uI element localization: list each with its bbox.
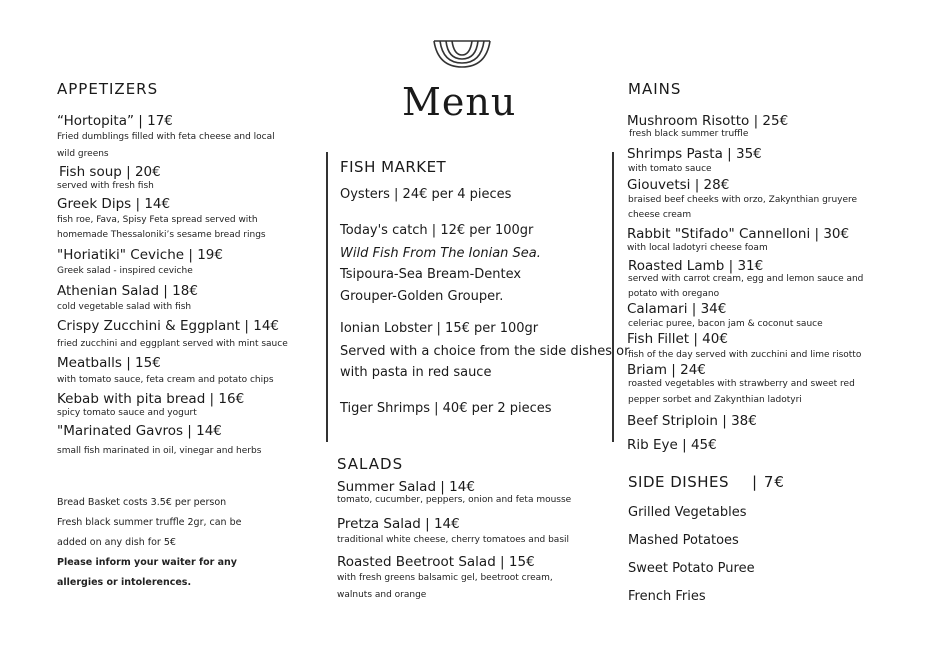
- allergy-notice: Please inform your waiter for any: [57, 557, 237, 568]
- side-dishes-heading: SIDE DISHES: [628, 473, 730, 491]
- appetizer-item-desc: Greek salad - inspired ceviche: [57, 266, 193, 276]
- appetizer-item-desc: cold vegetable salad with fish: [57, 302, 192, 312]
- note-line: Fresh black summer truffle 2gr, can be: [57, 517, 242, 528]
- fish-market-heading: FISH MARKET: [340, 158, 447, 176]
- main-item-desc: with local ladotyri cheese foam: [627, 243, 768, 253]
- salads-heading: SALADS: [337, 455, 404, 473]
- lobster-item: Ionian Lobster | 15€ per 100gr: [340, 321, 539, 336]
- appetizer-item-desc: Fried dumblings filled with feta cheese and local: [57, 132, 275, 142]
- salad-item-desc: traditional white cheese, cherry tomatoes and basil: [337, 535, 570, 545]
- appetizer-item-name: Kebab with pita bread | 16€: [57, 391, 245, 407]
- appetizer-item-name: "Horiatiki" Ceviche | 19€: [57, 247, 223, 263]
- main-item-desc: braised beef cheeks with orzo, Zakynthian gruyere: [628, 195, 858, 205]
- main-item-name: Fish Fillet | 40€: [627, 331, 728, 347]
- salad-item-name: Summer Salad | 14€: [337, 479, 475, 495]
- main-item-desc: celeriac puree, bacon jam & coconut sauce: [628, 319, 823, 329]
- main-item-name: Giouvetsi | 28€: [627, 177, 730, 193]
- appetizer-item-desc: fried zucchini and eggplant served with mint sauce: [57, 339, 288, 349]
- main-item-desc: pepper sorbet and Zakynthian ladotyri: [628, 395, 802, 405]
- main-item-desc: fresh black summer truffle: [629, 129, 749, 139]
- page-title: Menu: [402, 80, 517, 124]
- main-item-desc: roasted vegetables with strawberry and sweet red: [628, 379, 855, 389]
- oysters-item: Oysters | 24€ per 4 pieces: [340, 187, 512, 202]
- main-item-desc: fish of the day served with zucchini and lime risotto: [628, 350, 862, 360]
- lobster-line: Served with a choice from the side dishes or: [340, 344, 630, 359]
- salad-item-name: Pretza Salad | 14€: [337, 516, 460, 532]
- appetizer-item-name: Greek Dips | 14€: [57, 196, 171, 212]
- main-item-name: Roasted Lamb | 31€: [628, 258, 764, 274]
- appetizer-item-desc: fish roe, Fava, Spisy Feta spread served with: [57, 215, 258, 225]
- appetizer-item-desc: with tomato sauce, feta cream and potato chips: [57, 375, 274, 385]
- main-item-name: Rabbit "Stifado" Cannelloni | 30€: [627, 226, 850, 242]
- todays-catch-line: Tsipoura-Sea Bream-Dentex: [340, 267, 522, 282]
- main-item-name: Shrimps Pasta | 35€: [627, 146, 762, 162]
- side-dish-item: Mashed Potatoes: [628, 533, 739, 548]
- main-item-desc: potato with oregano: [628, 289, 720, 299]
- note-line: Bread Basket costs 3.5€ per person: [57, 497, 227, 508]
- todays-catch-item: Today's catch | 12€ per 100gr: [340, 223, 534, 238]
- main-item-name: Mushroom Risotto | 25€: [627, 113, 789, 129]
- side-dishes-price: | 7€: [752, 473, 785, 491]
- side-dish-item: French Fries: [628, 589, 706, 604]
- appetizer-item-name: Crispy Zucchini & Eggplant | 14€: [57, 318, 279, 334]
- todays-catch-subtitle: Wild Fish From The Ionian Sea.: [340, 246, 541, 261]
- appetizer-item-name: "Marinated Gavros | 14€: [57, 423, 222, 439]
- main-item-desc: cheese cream: [628, 210, 692, 220]
- appetizer-item-desc: served with fresh fish: [57, 181, 154, 191]
- appetizer-item-name: Meatballs | 15€: [57, 355, 161, 371]
- divider-left: [326, 152, 328, 442]
- appetizer-item-name: Fish soup | 20€: [59, 164, 161, 180]
- main-item-desc: served with carrot cream, egg and lemon sauce and: [628, 274, 864, 284]
- allergy-notice: allergies or intolerences.: [57, 577, 192, 588]
- salad-item-desc: walnuts and orange: [337, 590, 427, 600]
- main-item-name: Calamari | 34€: [627, 301, 727, 317]
- main-item-name: Briam | 24€: [627, 362, 706, 378]
- todays-catch-line: Grouper-Golden Grouper.: [340, 289, 504, 304]
- appetizers-heading: APPETIZERS: [57, 80, 159, 98]
- note-line: added on any dish for 5€: [57, 537, 176, 548]
- lobster-line: with pasta in red sauce: [340, 365, 492, 380]
- main-item-name: Beef Striploin | 38€: [627, 413, 757, 429]
- mains-heading: MAINS: [628, 80, 682, 98]
- shrimps-item: Tiger Shrimps | 40€ per 2 pieces: [340, 401, 552, 416]
- side-dish-item: Grilled Vegetables: [628, 505, 747, 520]
- appetizer-item-desc: spicy tomato sauce and yogurt: [57, 408, 197, 418]
- main-item-desc: with tomato sauce: [628, 164, 712, 174]
- divider-right: [612, 152, 614, 442]
- appetizer-item-name: Athenian Salad | 18€: [57, 283, 198, 299]
- appetizer-item-name: “Hortopita” | 17€: [57, 113, 173, 129]
- salad-item-desc: with fresh greens balsamic gel, beetroot cream,: [337, 573, 553, 583]
- salad-item-name: Roasted Beetroot Salad | 15€: [337, 554, 535, 570]
- salad-item-desc: tomato, cucumber, peppers, onion and feta mousse: [337, 495, 572, 505]
- side-dish-item: Sweet Potato Puree: [628, 561, 755, 576]
- appetizer-item-desc: small fish marinated in oil, vinegar and herbs: [57, 446, 262, 456]
- appetizer-item-desc: wild greens: [57, 149, 109, 159]
- main-item-name: Rib Eye | 45€: [627, 437, 717, 453]
- appetizer-item-desc: homemade Thessaloniki’s sesame bread rings: [57, 230, 266, 240]
- logo-icon: [430, 38, 494, 70]
